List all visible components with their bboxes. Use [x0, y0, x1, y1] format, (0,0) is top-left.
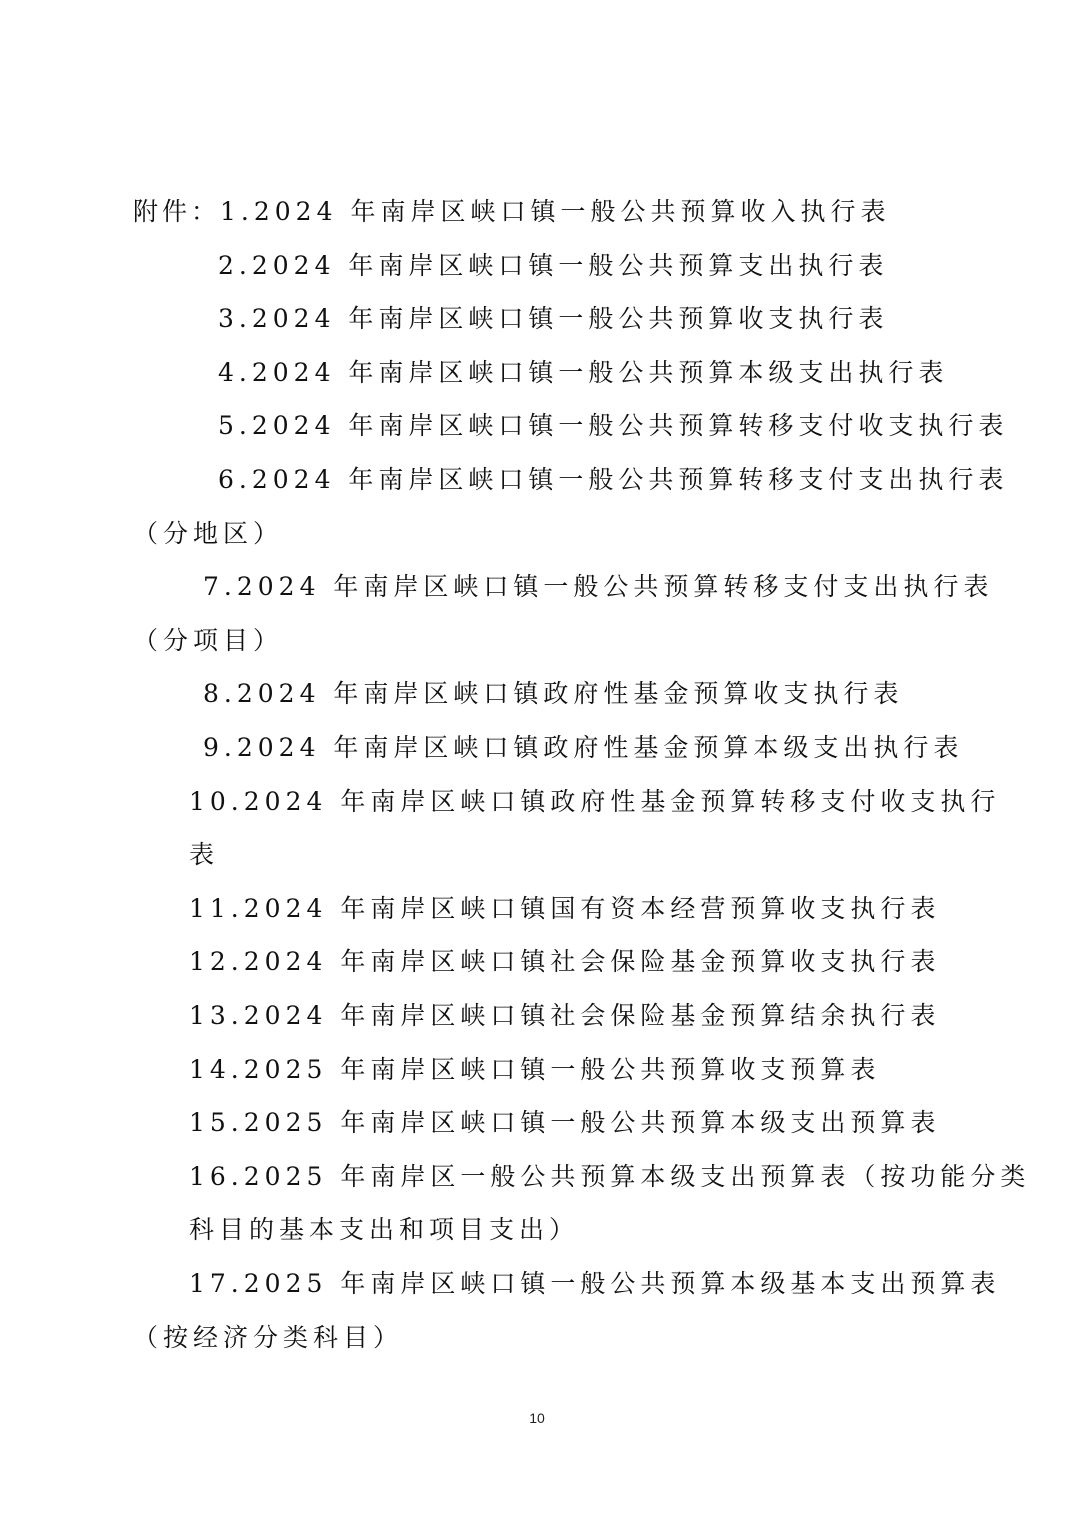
attachment-item: 13.2024 年南岸区峡口镇社会保险基金预算结余执行表 — [189, 1001, 941, 1030]
attachment-item: 3.2024 年南岸区峡口镇一般公共预算收支执行表 — [218, 304, 889, 333]
attachment-item: 17.2025 年南岸区峡口镇一般公共预算本级基本支出预算表 — [189, 1269, 1001, 1298]
attachment-item: 2.2024 年南岸区峡口镇一般公共预算支出执行表 — [218, 251, 889, 280]
attachment-item: 12.2024 年南岸区峡口镇社会保险基金预算收支执行表 — [189, 947, 941, 976]
attachment-item-continuation: （分地区） — [133, 519, 284, 548]
attachment-item: 10.2024 年南岸区峡口镇政府性基金预算转移支付收支执行 — [189, 787, 1001, 816]
attachment-item-continuation: 科目的基本支出和项目支出） — [189, 1215, 580, 1244]
attachment-item: 6.2024 年南岸区峡口镇一般公共预算转移支付支出执行表 — [218, 465, 1009, 494]
attachment-item: 14.2025 年南岸区峡口镇一般公共预算收支预算表 — [189, 1055, 881, 1084]
attachment-item-continuation: （分项目） — [133, 626, 284, 655]
attachment-item: 4.2024 年南岸区峡口镇一般公共预算本级支出执行表 — [218, 358, 949, 387]
attachment-label: 附件： — [133, 197, 221, 226]
page-number: 10 — [529, 1410, 545, 1426]
attachment-item: 8.2024 年南岸区峡口镇政府性基金预算收支执行表 — [203, 679, 904, 708]
attachment-line-1 — [133, 196, 890, 228]
attachment-item: 15.2025 年南岸区峡口镇一般公共预算本级支出预算表 — [189, 1108, 941, 1137]
attachment-item-continuation: 表 — [189, 840, 220, 869]
attachment-item-continuation: （按经济分类科目） — [133, 1323, 404, 1352]
attachment-item: 9.2024 年南岸区峡口镇政府性基金预算本级支出执行表 — [203, 733, 964, 762]
attachment-item: 5.2024 年南岸区峡口镇一般公共预算转移支付收支执行表 — [218, 411, 1009, 440]
attachment-item: 1.2024 年南岸区峡口镇一般公共预算收入执行表 — [220, 197, 891, 226]
attachment-item: 7.2024 年南岸区峡口镇一般公共预算转移支付支出执行表 — [203, 572, 994, 601]
attachment-item: 16.2025 年南岸区一般公共预算本级支出预算表（按功能分类 — [189, 1162, 1031, 1191]
attachment-item: 11.2024 年南岸区峡口镇国有资本经营预算收支执行表 — [189, 894, 941, 923]
